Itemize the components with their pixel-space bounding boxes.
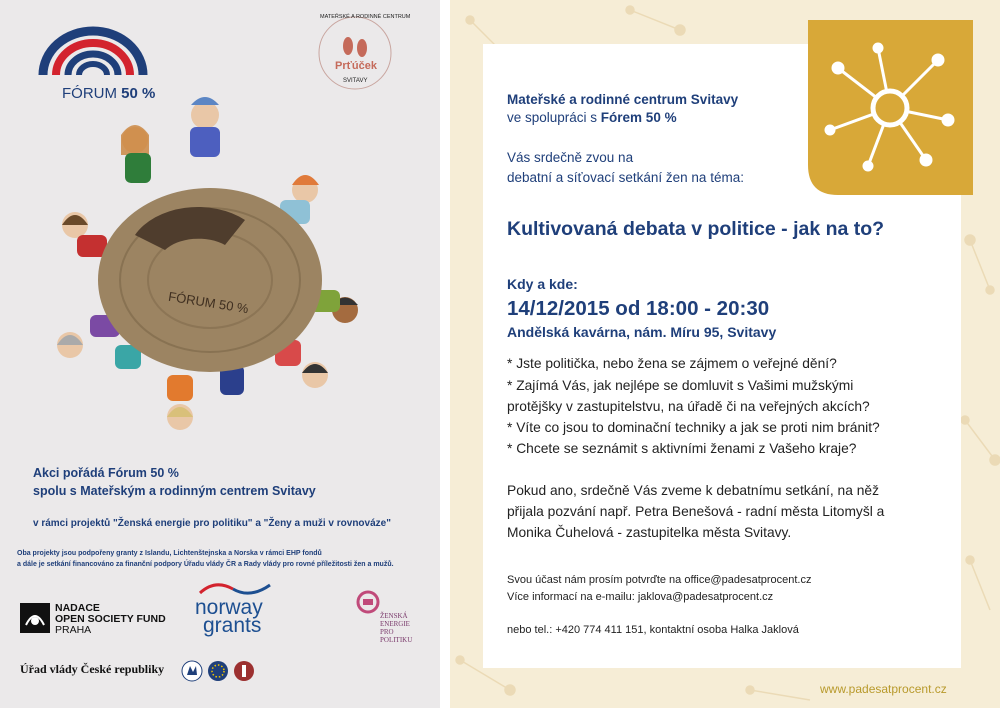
left-panel — [0, 0, 440, 708]
osf-logo-icon — [20, 603, 50, 633]
forum-50-logo-icon — [38, 25, 148, 85]
paragraph-line: Pokud ano, srdečně Vás zveme k debatnímu setkání, na něž — [507, 483, 879, 498]
osf-line2: OPEN SOCIETY FUND — [55, 613, 166, 625]
zen-line3: PRO — [380, 628, 394, 636]
network-emblem-icon — [808, 20, 973, 195]
phone-contact-line: nebo tel.: +420 774 411 151, kontaktní osoba Halka Jaklová — [507, 624, 799, 636]
badge-name: Prťúček — [335, 60, 377, 72]
question-line: * Jste politička, nebo žena se zájmem o veřejné dění? — [507, 356, 837, 371]
cooperation-line: ve spolupráci s Fórem 50 % — [507, 110, 677, 125]
event-datetime: 14/12/2015 od 18:00 - 20:30 — [507, 297, 770, 320]
question-line: protějšky v zastupitelstvu, na úřadě či na veřejných akcích? — [507, 399, 870, 414]
info-email-line: Více informací na e-mailu: jaklova@padesatprocent.cz — [507, 591, 774, 603]
when-where-label: Kdy a kde: — [507, 276, 578, 292]
paragraph-line: Monika Čuhelová - zastupitelka města Svitavy. — [507, 525, 792, 540]
organizer-line1: Akci pořádá Fórum 50 % — [33, 466, 179, 480]
family-centre-badge-icon — [310, 8, 400, 98]
eu-stars-icon — [207, 660, 229, 682]
question-line: * Chcete se seznámit s aktivními ženami z Vašeho kraje? — [507, 441, 857, 456]
forum-logo-text: FÓRUM 50 % — [62, 85, 156, 102]
question-line: * Zajímá Vás, jak nejlépe se domluvit s Vašimi mužskými — [507, 378, 854, 393]
urad-vlady-text: Úřad vlády České republiky — [20, 662, 165, 676]
zenska-energie-logo-icon — [356, 590, 380, 614]
confirm-email-line: Svou účast nám prosím potvrďte na office@padesatprocent.cz — [507, 574, 812, 586]
osf-line1: NADACE — [55, 602, 100, 614]
question-line: * Víte co jsou to dominační techniky a jak se proti nim bránit? — [507, 420, 880, 435]
funding-line2: a dále je setkání financováno za finanční podpory Úřadu vlády ČR a Rady vlády pro rovné příležitosti žen a mužů. — [17, 561, 394, 568]
event-title: Kultivovaná debata v politice - jak na to? — [507, 218, 885, 240]
funding-line1: Oba projekty jsou podpořeny granty z Islandu, Lichtenštejnska a Norska v rámci EHP fondů — [17, 550, 322, 557]
council-emblem-icon — [233, 660, 255, 682]
badge-bottom-text: SVITAVY — [343, 78, 368, 84]
osf-line3: PRAHA — [55, 624, 92, 636]
invite-line2: debatní a síťovací setkání žen na téma: — [507, 170, 744, 185]
zen-line4: POLITIKU — [380, 636, 413, 644]
organizer-line2: spolu s Mateřským a rodinným centrem Svitavy — [33, 484, 316, 498]
invite-line1: Vás srdečně zvou na — [507, 150, 634, 165]
zen-line1: ŽENSKÁ — [380, 612, 408, 620]
table-label: FÓRUM 50 % — [167, 288, 250, 317]
event-place: Andělská kavárna, nám. Míru 95, Svitavy — [507, 324, 777, 340]
projects-text: v rámci projektů "Ženská energie pro politiku" a "Ženy a muži v rovnováze" — [33, 518, 391, 529]
czech-lion-icon — [181, 660, 203, 682]
norway-line2: grants — [203, 614, 262, 637]
panel-divider — [440, 0, 450, 708]
badge-top-text: MATEŘSKÉ A RODINNÉ CENTRUM — [320, 14, 411, 20]
zen-line2: ENERGIE — [380, 620, 410, 628]
website-link[interactable]: www.padesatprocent.cz — [820, 682, 947, 696]
organizer-name: Mateřské a rodinné centrum Svitavy — [507, 92, 739, 107]
paragraph-line: přijala pozvání např. Petra Benešová - radní města Litomyšl a — [507, 504, 885, 519]
round-table-illustration — [55, 95, 395, 435]
norway-line1: norway — [195, 596, 263, 619]
